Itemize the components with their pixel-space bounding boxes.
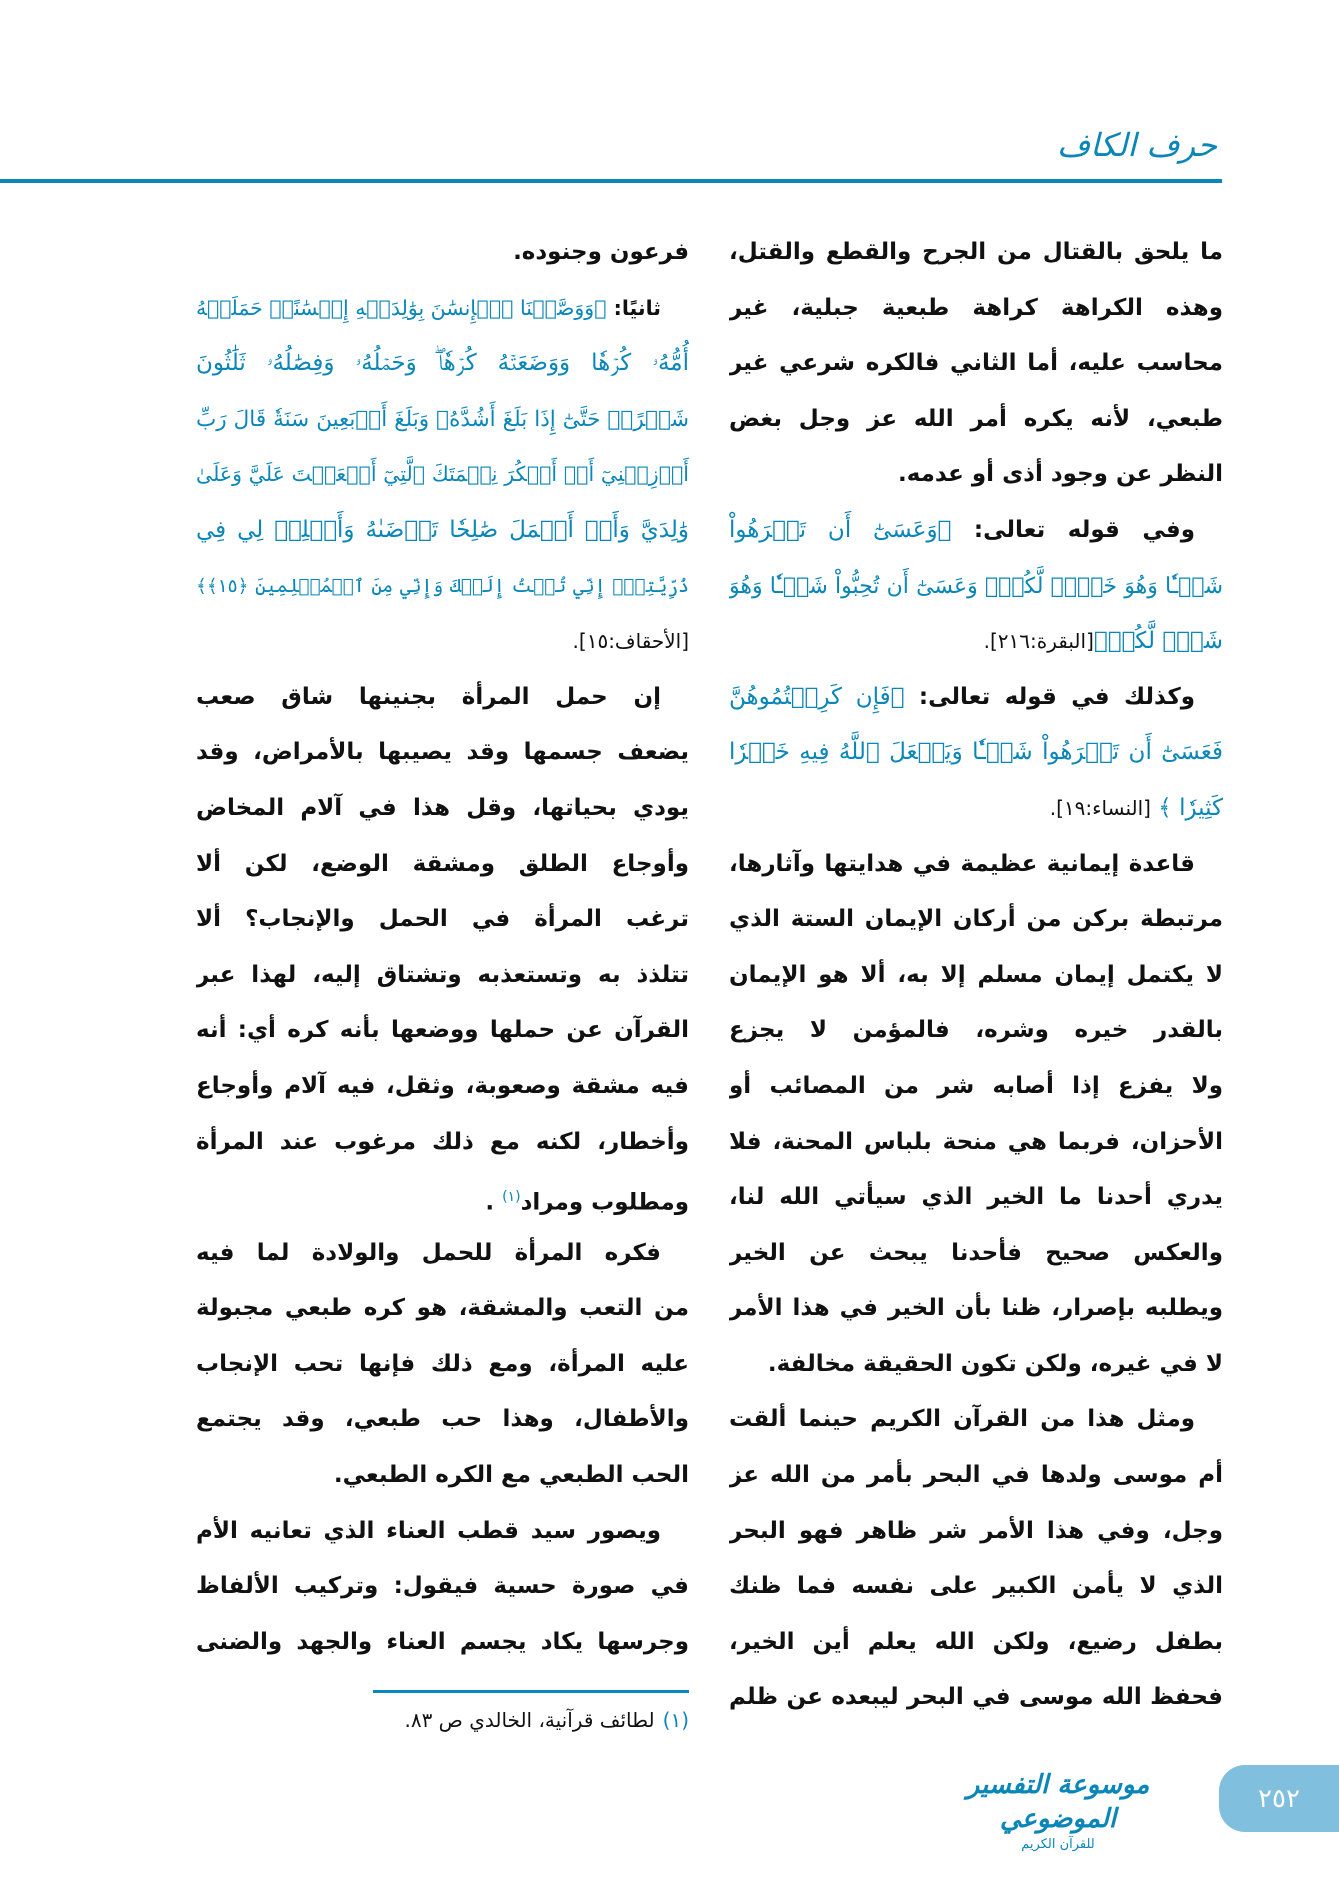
body-text: بالقدر خيره وشره، فالمؤمن لا يجزع	[729, 1017, 1223, 1044]
logo-subtitle: للقرآن الكريم	[1021, 1837, 1095, 1852]
body-text: فكره المرأة للحمل والولادة لما فيه	[196, 1239, 661, 1266]
text-line	[196, 948, 689, 1004]
body-text: وجرسها يكاد يجسم العناء والجهد والضنى	[196, 1628, 689, 1655]
text-line	[729, 392, 1223, 448]
text-line	[196, 1504, 689, 1560]
text-line	[729, 1115, 1223, 1171]
quran-verse: أَوۡزِعۡنِيٓ أَنۡ أَشۡكُرَ نِعۡمَتَكَ ٱلَّتِيٓ أَنۡعَمۡتَ عَلَيَّ وَعَلَىٰ	[196, 462, 689, 487]
header-divider	[0, 179, 1222, 183]
text-line	[196, 1559, 689, 1615]
quran-verse: شَهۡرًاۚ حَتَّىٰٓ إِذَا بَلَغَ أَشُدَّهُۥ وَبَلَغَ أَرۡبَعِينَ سَنَةٗ قَالَ رَبِّ	[196, 406, 689, 432]
text-line	[729, 447, 1223, 503]
text-line	[196, 614, 689, 670]
text-line	[196, 892, 689, 948]
text-line	[196, 281, 689, 337]
text-line	[729, 725, 1223, 781]
body-text: ترغب المرأة في الحمل والإنجاب؟ ألا	[196, 906, 689, 933]
footnote-number: (١)	[662, 1708, 689, 1732]
body-text: والأطفال، وهذا حب طبعي، وقد يجتمع	[196, 1406, 689, 1433]
body-text: القرآن عن حملها ووضعها بأنه كره أي: أنه	[196, 1017, 689, 1044]
verse-reference: [الأحقاف:١٥].	[572, 629, 689, 654]
text-line	[196, 392, 689, 448]
text-line	[729, 1448, 1223, 1504]
body-text: فحفظ الله موسى في البحر ليبعده عن ظلم	[729, 1684, 1223, 1711]
body-text: يدري أحدنا ما الخير الذي سيأتي الله لنا،	[729, 1184, 1223, 1211]
body-text: بطفل رضيع، ولكن الله يعلم أين الخير،	[729, 1628, 1223, 1655]
text-line	[729, 336, 1223, 392]
footnote-marker[interactable]: (١)	[502, 1189, 521, 1206]
body-text: فيه مشقة وصعوبة، وثقل، فيه آلام وأوجاع	[196, 1072, 689, 1099]
text-line	[196, 1003, 689, 1059]
body-text: عليه المرأة، ومع ذلك فإنها تحب الإنجاب	[196, 1350, 689, 1377]
quran-verse: شَرّٞ لَّكُمۡ﴾	[1093, 628, 1223, 655]
text-line	[729, 1670, 1223, 1726]
quran-verse: ﴿وَوَصَّيۡنَا ٱلۡإِنسَٰنَ بِوَٰلِدَيۡهِ إِحۡسَٰنًاۖ حَمَلَتۡهُ	[196, 295, 607, 320]
text-line	[196, 447, 689, 503]
text-line	[196, 559, 689, 615]
left-column	[196, 225, 689, 1670]
body-text: الأحزان، فربما هي منحة بلباس المحنة، فلا	[729, 1128, 1223, 1155]
text-line	[196, 1226, 689, 1282]
text-line	[729, 614, 1223, 670]
text-line	[196, 1448, 689, 1504]
body-text: يودي بحياتها، وقل هذا في آلام المخاض	[196, 794, 689, 821]
body-text: محاسب عليه، أما الثاني فالكره شرعي غير	[729, 350, 1223, 377]
body-text: وهذه الكراهة كراهة طبعية جبلية، غير	[729, 294, 1223, 321]
text-line	[196, 1337, 689, 1393]
text-line	[729, 281, 1223, 337]
body-text: لا في غيره، ولكن تكون الحقيقة مخالفة.	[767, 1350, 1223, 1377]
body-text: من التعب والمشقة، هو كره طبعي مجبولة	[196, 1295, 689, 1322]
text-line	[729, 1059, 1223, 1115]
text-line	[729, 1003, 1223, 1059]
quran-verse: أُمُّهُۥ كُرۡهٗا وَوَضَعَتۡهُ كُرۡهٗاۖ وَحَمۡلُهُۥ وَفِصَٰلُهُۥ ثَلَٰثُونَ	[196, 350, 689, 377]
body-text: إن حمل المرأة بجنينها شاق صعب	[196, 683, 661, 710]
body-text: تتلذذ به وتستعذبه وتشتاق إليه، لهذا عبر	[196, 961, 689, 988]
text-line	[729, 559, 1223, 615]
body-text: لا يكتمل إيمان مسلم إلا به، ألا هو الإيمان	[729, 961, 1223, 988]
text-line	[729, 670, 1223, 726]
body-text: والعكس صحيح فأحدنا يبحث عن الخير	[729, 1239, 1223, 1266]
body-text: ومطلوب ومراد	[520, 1189, 689, 1216]
footnote-divider	[373, 1690, 689, 1693]
text-line	[729, 503, 1223, 559]
text-line	[196, 1115, 689, 1171]
text-line	[729, 1226, 1223, 1282]
text-line	[196, 1281, 689, 1337]
quran-verse: كَثِيرٗا ﴾	[1150, 794, 1223, 821]
body-text: ومثل هذا من القرآن الكريم حينما ألقت	[729, 1406, 1195, 1433]
quran-verse: ذُرِّيَّتِيٓۖ إِنِّي تُبۡتُ إِلَيۡكَ وَإِنِّي مِنَ ٱلۡمُسۡلِمِينَ ﴿١٥﴾﴾	[196, 575, 689, 597]
footnote	[196, 1708, 689, 1732]
text-line	[196, 336, 689, 392]
quran-verse: وَٰلِدَيَّ وَأَنۡ أَعۡمَلَ صَٰلِحٗا تَرۡضَىٰهُ وَأَصۡلِحۡ لِي فِي	[196, 516, 689, 543]
quran-verse: شَيۡـٔٗا وَهُوَ خَيۡرٞ لَّكُمۡۖ وَعَسَىٰٓ أَن تُحِبُّواْ شَيۡـٔٗا وَهُوَ	[729, 573, 1223, 599]
text-line	[729, 1337, 1223, 1393]
text-line	[196, 670, 689, 726]
verse-reference: [البقرة:٢١٦].	[983, 629, 1094, 654]
body-text: قاعدة إيمانية عظيمة في هدايتها وآثارها،	[729, 850, 1195, 877]
body-text: يضعف جسمها وقد يصيبها بالأمراض، وقد	[196, 739, 689, 766]
text-line	[196, 725, 689, 781]
body-text: وأخطار، لكنه مع ذلك مرغوب عند المرأة	[196, 1128, 689, 1155]
text-line	[196, 1170, 689, 1226]
encyclopedia-logo	[934, 1768, 1182, 1852]
body-text: .	[485, 1189, 503, 1216]
quran-verse: ﴿فَإِن كَرِهۡتُمُوهُنَّ	[729, 683, 905, 710]
text-line	[729, 1281, 1223, 1337]
body-text: النظر عن وجود أذى أو عدمه.	[897, 461, 1223, 488]
text-line	[196, 1392, 689, 1448]
body-text: وجل، وفي هذا الأمر شر ظاهر فهو البحر	[729, 1517, 1223, 1544]
body-text: الحب الطبعي مع الكره الطبعي.	[333, 1462, 689, 1489]
body-text: الذي لا يأمن الكبير على نفسه فما ظنك	[729, 1573, 1223, 1600]
body-text: في صورة حسية فيقول: وتركيب الألفاظ	[196, 1573, 689, 1600]
body-text: ولا يفزع إذا أصابه شر من المصائب أو	[729, 1072, 1223, 1099]
text-line	[196, 1615, 689, 1671]
quran-verse: ﴿وَعَسَىٰٓ أَن تَكۡرَهُواْ	[729, 516, 952, 543]
body-text: طبعي، لأنه يكره أمر الله عز وجل بغض	[729, 405, 1223, 432]
right-column	[729, 225, 1223, 1726]
text-line	[729, 1615, 1223, 1671]
text-line	[729, 1170, 1223, 1226]
body-text: وكذلك في قوله تعالى:	[904, 683, 1195, 710]
text-line	[729, 948, 1223, 1004]
text-line	[729, 1392, 1223, 1448]
quran-verse: فَعَسَىٰٓ أَن تَكۡرَهُواْ شَيۡـٔٗا وَيَجۡعَلَ ٱللَّهُ فِيهِ خَيۡرٗا	[729, 739, 1223, 766]
chapter-title: حرف الكاف	[1056, 126, 1217, 164]
body-text: ما يلحق بالقتال من الجرح والقطع والقتل،	[729, 239, 1223, 265]
page-number: ٢٥٢	[1219, 1765, 1339, 1832]
text-line	[729, 837, 1223, 893]
text-line	[196, 1059, 689, 1115]
body-text: ثانيًا:	[606, 295, 661, 320]
body-text: وفي قوله تعالى:	[951, 516, 1195, 543]
text-line	[729, 1559, 1223, 1615]
text-line	[729, 225, 1223, 281]
body-text: ويصور سيد قطب العناء الذي تعانيه الأم	[196, 1517, 661, 1544]
body-text: مرتبطة بركن من أركان الإيمان الستة الذي	[729, 906, 1223, 933]
text-line	[196, 781, 689, 837]
verse-reference: [النساء:١٩].	[1049, 795, 1151, 820]
text-line	[196, 837, 689, 893]
logo-title: موسوعة التفسير الموضوعي	[966, 1770, 1150, 1834]
text-line	[729, 781, 1223, 837]
body-text: وأوجاع الطلق ومشقة الوضع، لكن ألا	[196, 850, 689, 877]
text-line	[196, 503, 689, 559]
text-line	[729, 892, 1223, 948]
body-text: ويطلبه بإصرار، ظنا بأن الخير في هذا الأمر	[729, 1295, 1223, 1322]
footnote-text: لطائف قرآنية، الخالدي ص ٨٣.	[404, 1708, 655, 1732]
body-text: أم موسى ولدها في البحر بأمر من الله عز	[729, 1462, 1223, 1489]
body-text: فرعون وجنوده.	[513, 239, 689, 265]
text-line	[196, 225, 689, 281]
text-line	[729, 1504, 1223, 1560]
